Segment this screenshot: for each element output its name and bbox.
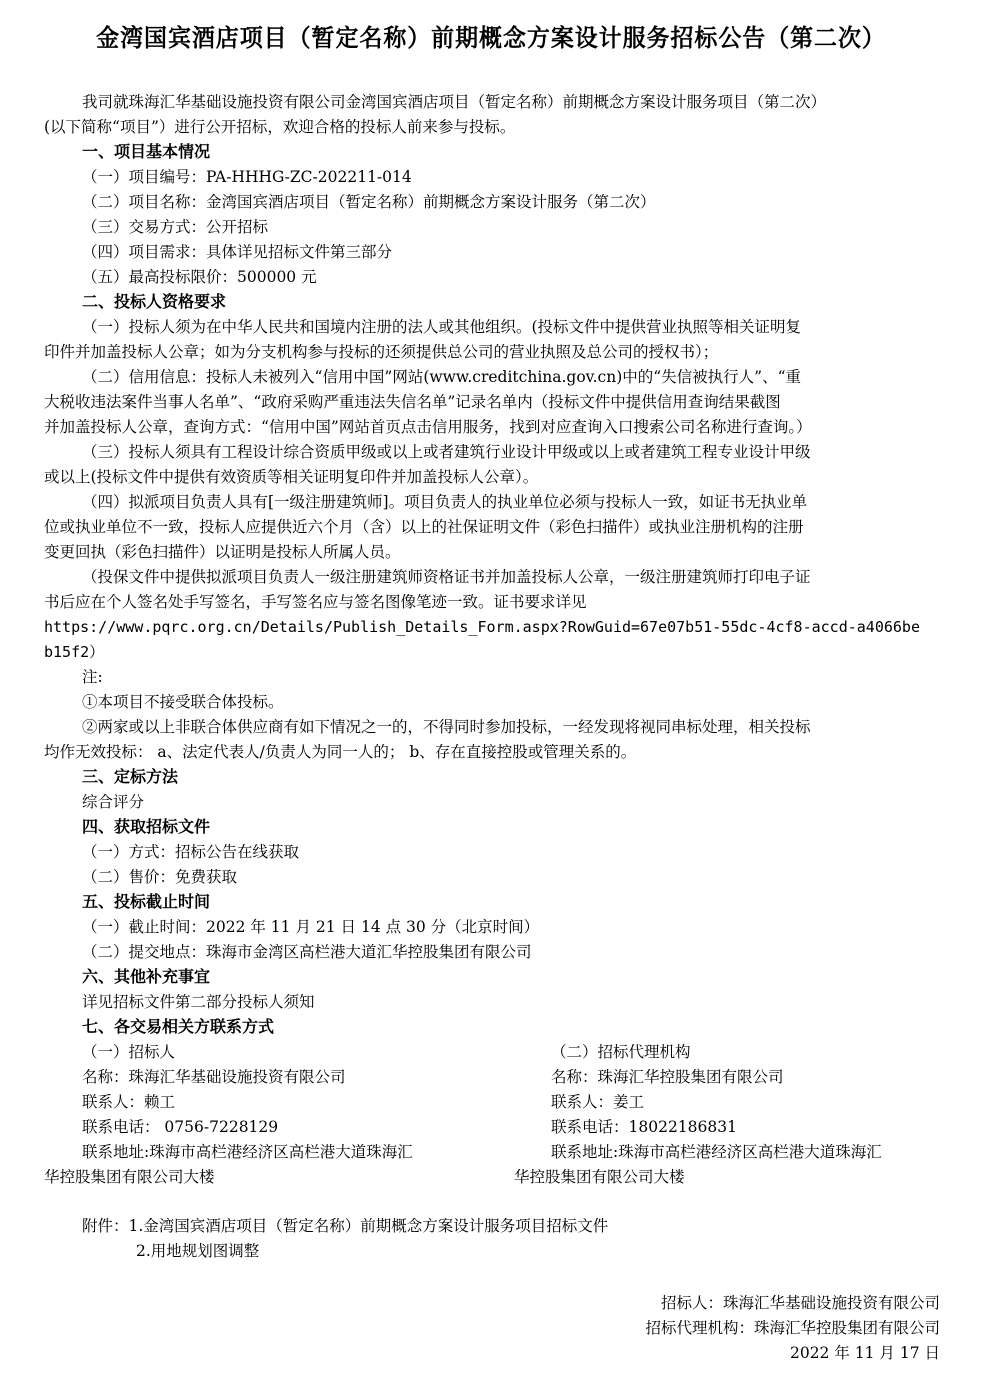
page-title: 金湾国宾酒店项目（暂定名称）前期概念方案设计服务招标公告（第二次） xyxy=(96,24,886,52)
s1-item-1: （一）项目编号：PA-HHHG-ZC-202211-014 xyxy=(82,168,412,186)
agency-address-line-1: 联系地址:珠海市高栏港经济区高栏港大道珠海汇 xyxy=(551,1143,882,1161)
signature-issuer: 招标人：珠海汇华基础设施投资有限公司 xyxy=(660,1294,940,1312)
signature-date: 2022 年 11 月 17 日 xyxy=(789,1344,940,1362)
section-5-heading: 五、投标截止时间 xyxy=(82,892,211,911)
agency-contact: 联系人：姜工 xyxy=(551,1093,645,1111)
s1-item-5: （五）最高投标限价：500000 元 xyxy=(82,268,317,286)
tenderer-phone: 联系电话： 0756-7228129 xyxy=(82,1118,279,1136)
s4-item-2: （二）售价：免费获取 xyxy=(82,868,238,886)
tenderer-name: 名称：珠海汇华基础设施投资有限公司 xyxy=(82,1068,346,1086)
tenderer-address-line-2: 华控股集团有限公司大楼 xyxy=(44,1168,215,1186)
s2-p4-line-3: 变更回执（彩色扫描件）以证明是投标人所属人员。 xyxy=(44,543,401,561)
s4-item-1: （一）方式：招标公告在线获取 xyxy=(82,843,300,861)
signature-agent: 招标代理机构：珠海汇华控股集团有限公司 xyxy=(645,1319,940,1337)
s2-p1-line-1: （一）投标人须为在中华人民共和国境内注册的法人或其他组织。(投标文件中提供营业执照等相关证明复 xyxy=(82,318,802,336)
tenderer-contact: 联系人：赖工 xyxy=(82,1093,176,1111)
section-3-heading: 三、定标方法 xyxy=(82,767,179,786)
s2-p2-line-1: （二）信用信息：投标人未被列入“信用中国”网站(www.creditchina.gov.cn)中的“失信被执行人”、“重 xyxy=(82,368,802,386)
s1-item-4: （四）项目需求：具体详见招标文件第三部分 xyxy=(82,243,393,261)
section-7-heading: 七、各交易相关方联系方式 xyxy=(82,1017,275,1036)
section-2-heading: 二、投标人资格要求 xyxy=(82,292,227,311)
section-1-heading: 一、项目基本情况 xyxy=(82,142,211,161)
s2-p3-line-1: （三）投标人须具有工程设计综合资质甲级或以上或者建筑行业设计甲级或以上或者建筑工程专业设计甲级 xyxy=(82,443,811,461)
note-2-line-1: ②两家或以上非联合体供应商有如下情况之一的，不得同时参加投标，一经发现将视同串标处理，相关投标 xyxy=(82,718,811,736)
s2-p4-line-2: 位或执业单位不一致，投标人应提供近六个月（含）以上的社保证明文件（彩色扫描件）或执业注册机构的注册 xyxy=(44,518,804,536)
s3-text: 综合评分 xyxy=(82,793,145,811)
s2-p5-line-1: （投保文件中提供拟派项目负责人一级注册建筑师资格证书并加盖投标人公章，一级注册建筑师打印电子证 xyxy=(82,568,811,586)
tenderer-title: （一）招标人 xyxy=(82,1043,176,1061)
s5-item-2: （二）提交地点：珠海市金湾区高栏港大道汇华控股集团有限公司 xyxy=(82,943,532,961)
intro-line-1: 我司就珠海汇华基础设施投资有限公司金湾国宾酒店项目（暂定名称）前期概念方案设计服务项目（第二次） xyxy=(82,93,827,111)
s2-p1-line-2: 印件并加盖投标人公章；如为分支机构参与投标的还须提供总公司的营业执照及总公司的授权书）； xyxy=(44,343,719,361)
s1-item-2: （二）项目名称：金湾国宾酒店项目（暂定名称）前期概念方案设计服务（第二次） xyxy=(82,193,656,211)
note-label: 注: xyxy=(82,668,103,686)
s2-p3-line-2: 或以上(投标文件中提供有效资质等相关证明复印件并加盖投标人公章）。 xyxy=(44,468,539,486)
s2-p2-line-3: 并加盖投标人公章，查询方式：“信用中国”网站首页点击信用服务，找到对应查询入口搜索公司名称进行查询。） xyxy=(44,418,812,436)
section-6-heading: 六、其他补充事宜 xyxy=(82,967,211,986)
certificate-url-line-1[interactable]: https://www.pqrc.org.cn/Details/Publish_Details_Form.aspx?RowGuid=67e07b51-55dc-4cf8-accd-a4066be xyxy=(44,618,920,636)
section-4-heading: 四、获取招标文件 xyxy=(82,817,211,836)
intro-line-2: (以下简称“项目”）进行公开招标，欢迎合格的投标人前来参与投标。 xyxy=(44,118,516,136)
s5-item-1: （一）截止时间：2022 年 11 月 21 日 14 点 30 分（北京时间） xyxy=(82,918,540,936)
attachment-1[interactable]: 附件：1.金湾国宾酒店项目（暂定名称）前期概念方案设计服务项目招标文件 xyxy=(82,1217,609,1235)
note-1: ①本项目不接受联合体投标。 xyxy=(82,693,284,711)
s2-p2-line-2: 大税收违法案件当事人名单”、“政府采购严重违法失信名单”记录名单内（投标文件中提供信用查询结果截图 xyxy=(44,393,781,411)
s2-p4-line-1: （四）拟派项目负责人具有[一级注册建筑师]。项目负责人的执业单位必须与投标人一致，如证书无执业单 xyxy=(82,493,808,511)
certificate-url-line-2[interactable]: b15f2） xyxy=(44,643,105,661)
agency-address-line-2: 华控股集团有限公司大楼 xyxy=(514,1168,685,1186)
agency-phone: 联系电话：18022186831 xyxy=(551,1118,737,1136)
agency-title: （二）招标代理机构 xyxy=(551,1043,691,1061)
attachment-2[interactable]: 2.用地规划图调整 xyxy=(136,1242,260,1260)
note-2-line-2: 均作无效投标： a、法定代表人/负责人为同一人的； b、存在直接控股或管理关系的。 xyxy=(44,743,637,761)
agency-name: 名称：珠海汇华控股集团有限公司 xyxy=(551,1068,784,1086)
s6-text: 详见招标文件第二部分投标人须知 xyxy=(82,993,315,1011)
s1-item-3: （三）交易方式：公开招标 xyxy=(82,218,269,236)
s2-p5-line-2: 书后应在个人签名处手写签名，手写签名应与签名图像笔迹一致。证书要求详见 xyxy=(44,593,587,611)
tenderer-address-line-1: 联系地址:珠海市高栏港经济区高栏港大道珠海汇 xyxy=(82,1143,413,1161)
